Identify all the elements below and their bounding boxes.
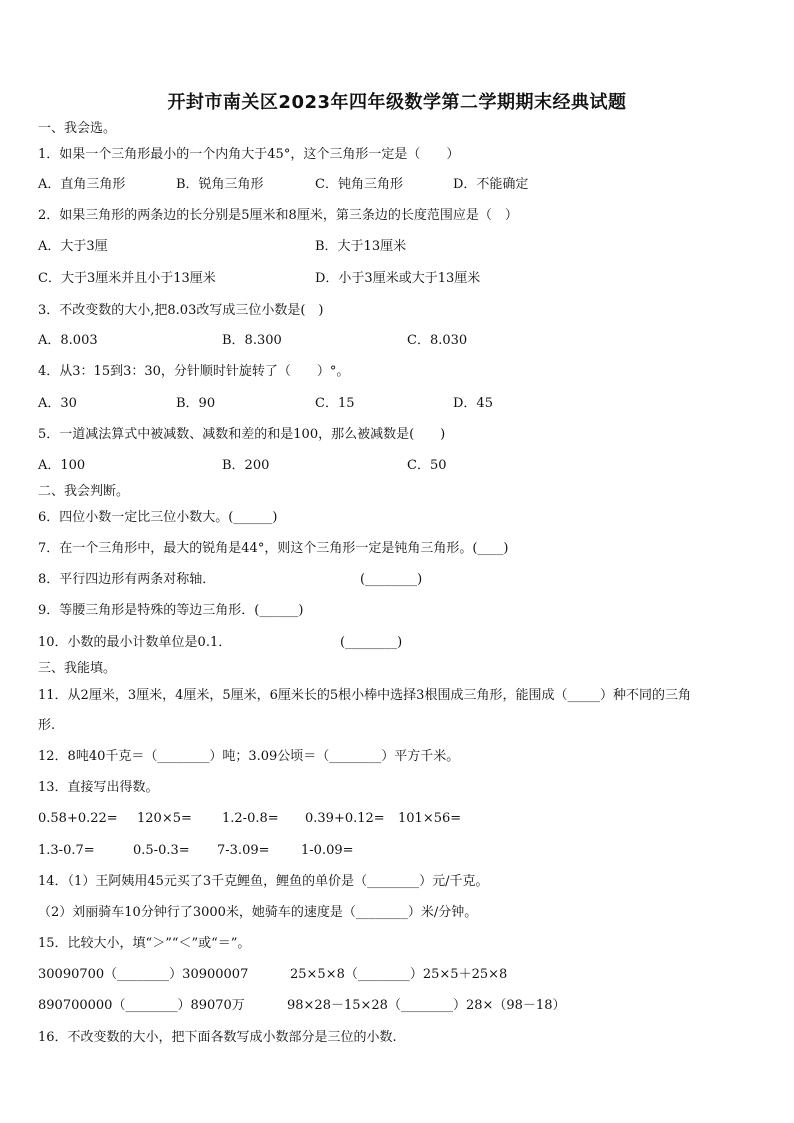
question-11-line1: 11．从2厘米，3厘米，4厘米，5厘米，6厘米长的5根小棒中选择3根围成三角形，能围成（_____）种不同的三角 [38, 688, 691, 703]
question-8: 8．平行四边形有两条对称轴． [38, 572, 216, 587]
question-2-stem: 2．如果三角形的两条边的长分别是5厘米和8厘米，第三条边的长度范围应是（ ） [38, 208, 518, 223]
q5-option-c: C．50 [407, 458, 447, 473]
q1-option-c: C．钝角三角形 [315, 177, 403, 192]
question-14-part1: 14．（1）王阿姨用45元买了3千克鲤鱼，鲤鱼的单价是（________）元/千克。 [38, 874, 489, 889]
q13-calc-4: 0.39+0.12= [305, 811, 385, 826]
q15-compare-3: 890700000（________）89070万 [38, 998, 245, 1013]
q4-option-d: D．45 [453, 396, 493, 411]
q15-compare-2: 25×5×8（________）25×5＋25×8 [290, 967, 508, 982]
question-15-stem: 15．比较大小，填“＞”“＜”或“＝”。 [38, 936, 251, 951]
q5-option-a: A．100 [38, 458, 86, 473]
section-heading-choice: 一、我会选。 [38, 121, 117, 136]
question-16: 16．不改变数的大小，把下面各数写成小数部分是三位的小数. [38, 1030, 397, 1045]
q13-calc-6: 1.3-0.7= [38, 843, 95, 858]
q3-option-a: A．8.003 [38, 333, 98, 348]
q4-option-a: A．30 [38, 396, 77, 411]
q2-option-b: B．大于13厘米 [315, 239, 407, 254]
q13-calc-7: 0.5-0.3= [133, 843, 190, 858]
question-8-blank: (________) [360, 572, 423, 587]
question-6: 6．四位小数一定比三位小数大。(______) [38, 510, 278, 525]
q1-option-a: A．直角三角形 [38, 177, 126, 192]
q13-calc-3: 1.2-0.8= [222, 811, 279, 826]
q13-calc-9: 1-0.09= [301, 843, 354, 858]
q2-option-a: A．大于3厘 [38, 239, 108, 254]
question-3-stem: 3．不改变数的大小,把8.03改写成三位小数是( ) [38, 303, 324, 318]
q3-option-b: B．8.300 [222, 333, 282, 348]
q1-option-d: D．不能确定 [453, 177, 529, 192]
q3-option-c: C．8.030 [407, 333, 468, 348]
question-10-blank: (________) [340, 635, 403, 650]
q15-compare-1: 30090700（________）30900007 [38, 967, 249, 982]
q15-compare-4: 98×28－15×28（________）28×（98－18） [287, 998, 566, 1013]
question-9: 9．等腰三角形是特殊的等边三角形．(______) [38, 603, 304, 618]
q13-calc-1: 0.58+0.22= [38, 811, 118, 826]
question-7: 7．在一个三角形中，最大的锐角是44°，则这个三角形一定是钝角三角形。(____) [38, 541, 509, 556]
question-1-stem: 1．如果一个三角形最小的一个内角大于45°，这个三角形一定是（ ） [38, 147, 460, 162]
q4-option-b: B．90 [176, 396, 216, 411]
question-12: 12．8吨40千克＝（________）吨；3.09公顷＝（________）平方千米。 [38, 749, 460, 764]
section-heading-fill: 三、我能填。 [38, 661, 117, 676]
q1-option-b: B．锐角三角形 [176, 177, 264, 192]
q2-option-c: C．大于3厘米并且小于13厘米 [38, 271, 216, 286]
question-14-part2: （2）刘丽骑车10分钟行了3000米，她骑车的速度是（________）米/分钟。 [38, 905, 478, 920]
question-4-stem: 4．从3：15到3：30，分针顺时针旋转了（ ）°。 [38, 364, 350, 379]
page-title: 开封市南关区2023年四年级数学第二学期期末经典试题 [167, 92, 627, 113]
question-10: 10．小数的最小计数单位是0.1． [38, 635, 232, 650]
q2-option-d: D．小于3厘米或大于13厘米 [315, 271, 481, 286]
q13-calc-2: 120×5= [137, 811, 192, 826]
q4-option-c: C．15 [315, 396, 355, 411]
q13-calc-8: 7-3.09= [217, 843, 270, 858]
question-11-line2: 形. [38, 718, 56, 733]
section-heading-judge: 二、我会判断。 [38, 484, 130, 499]
question-13-stem: 13．直接写出得数。 [38, 780, 159, 795]
q13-calc-5: 101×56= [398, 811, 462, 826]
question-5-stem: 5．一道减法算式中被减数、减数和差的和是100，那么被减数是( ) [38, 427, 446, 442]
q5-option-b: B．200 [222, 458, 270, 473]
